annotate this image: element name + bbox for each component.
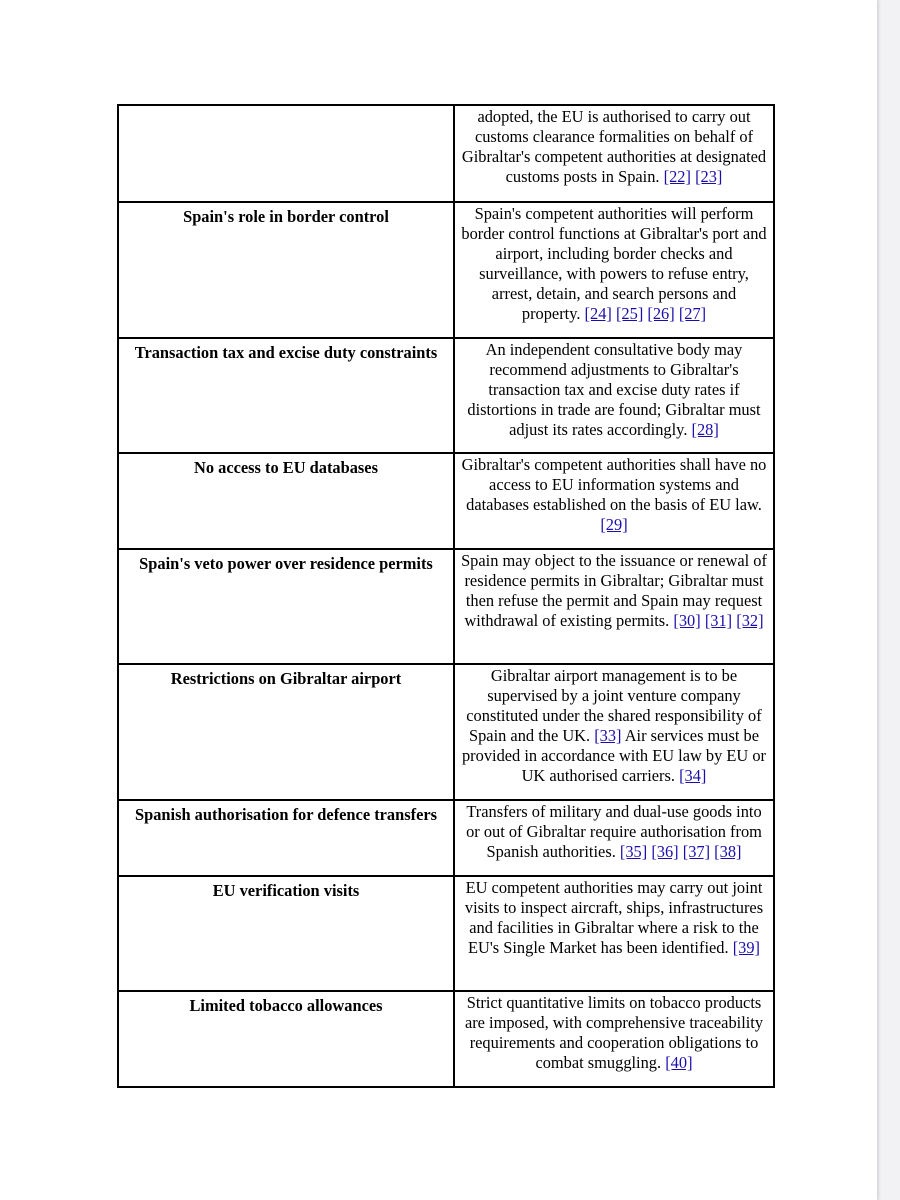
citation-link[interactable]: [37]	[682, 842, 711, 861]
citation-link[interactable]: [34]	[679, 766, 707, 785]
detail-text: Strict quantitative limits on tobacco products are imposed, with comprehensive traceability requirements and cooperation obligations to combat smuggling.	[464, 993, 764, 1072]
table-row	[118, 105, 774, 202]
citation-link[interactable]: [29]	[600, 515, 628, 534]
citation-link[interactable]: [30]	[673, 611, 701, 630]
topic-label: Limited tobacco allowances	[189, 996, 383, 1015]
topic-cell	[118, 664, 454, 800]
detail-cell	[454, 664, 774, 800]
topic-cell	[118, 453, 454, 549]
detail-cell	[454, 202, 774, 338]
citation-link[interactable]: [27]	[678, 304, 707, 323]
table-row	[118, 453, 774, 549]
detail-cell	[454, 876, 774, 991]
citation-link[interactable]: [23]	[695, 167, 723, 186]
topic-cell	[118, 105, 454, 202]
citation-link[interactable]: [28]	[691, 420, 719, 439]
detail-cell	[454, 105, 774, 202]
topic-label: Spain's veto power over residence permits	[139, 554, 433, 573]
citation-link[interactable]: [25]	[615, 304, 644, 323]
citation-link[interactable]: [32]	[736, 611, 764, 630]
detail-text: Gibraltar's competent authorities shall have no access to EU information systems and databases established on the basis of EU law.	[461, 455, 767, 514]
table-row	[118, 338, 774, 453]
citation-link[interactable]: [39]	[732, 938, 760, 957]
topic-cell	[118, 991, 454, 1087]
detail-text: EU competent authorities may carry out joint visits to inspect aircraft, ships, infrastructures and facilities in Gibraltar where a risk to the EU's Single Market has been identified.	[464, 878, 764, 957]
citation-link[interactable]: [31]	[704, 611, 733, 630]
topic-cell	[118, 876, 454, 991]
topic-cell	[118, 202, 454, 338]
table-row	[118, 549, 774, 664]
detail-text: Gibraltar airport management is to be supervised by a joint venture company constituted under the shared responsibility of Spain and the UK.	[466, 666, 762, 745]
citation-link[interactable]: [38]	[714, 842, 742, 861]
topic-label: No access to EU databases	[194, 458, 378, 477]
citation-link[interactable]: [36]	[651, 842, 679, 861]
topic-label: Restrictions on Gibraltar airport	[170, 669, 402, 688]
citation-link[interactable]: [33]	[594, 726, 622, 745]
table-row	[118, 664, 774, 800]
topic-label: EU verification visits	[212, 881, 360, 900]
topic-label: Transaction tax and excise duty constraints	[134, 343, 438, 362]
citation-link[interactable]: [40]	[665, 1053, 693, 1072]
citation-link[interactable]: [22]	[663, 167, 691, 186]
detail-cell	[454, 453, 774, 549]
citation-link[interactable]: [24]	[584, 304, 612, 323]
topic-label: Spain's role in border control	[183, 207, 389, 226]
detail-text: adopted, the EU is authorised to carry out customs clearance formalities on behalf of Gibraltar's competent authorities at designated customs posts in Spain.	[461, 107, 767, 186]
table-row	[118, 202, 774, 338]
topic-cell	[118, 800, 454, 876]
detail-text-continued: Air services must be provided in accordance with EU law by EU or UK authorised carriers.	[461, 726, 767, 785]
detail-cell	[454, 800, 774, 876]
detail-text: An independent consultative body may recommend adjustments to Gibraltar's transaction tax and excise duty rates if distortions in trade are found; Gibraltar must adjust its rates accordingly.	[467, 340, 761, 439]
detail-cell	[454, 549, 774, 664]
detail-text: Spain may object to the issuance or renewal of residence permits in Gibraltar; Gibraltar must then refuse the permit and Spain may request withdrawal of existing permits.	[461, 551, 767, 630]
detail-text: Spain's competent authorities will perform border control functions at Gibraltar's port and airport, including border checks and surveillance, with powers to refuse entry, arrest, detain, and search persons and property.	[461, 204, 767, 323]
table-row	[118, 991, 774, 1087]
detail-text: Transfers of military and dual-use goods into or out of Gibraltar require authorisation from Spanish authorities.	[466, 802, 762, 861]
detail-cell	[454, 338, 774, 453]
table-row	[118, 876, 774, 991]
detail-cell	[454, 991, 774, 1087]
topic-label: Spanish authorisation for defence transfers	[134, 805, 438, 824]
table-row	[118, 800, 774, 876]
citation-link[interactable]: [26]	[647, 304, 675, 323]
topic-cell	[118, 338, 454, 453]
citation-link[interactable]: [35]	[619, 842, 648, 861]
topic-cell	[118, 549, 454, 664]
gibraltar-agreement-table	[117, 104, 775, 1088]
